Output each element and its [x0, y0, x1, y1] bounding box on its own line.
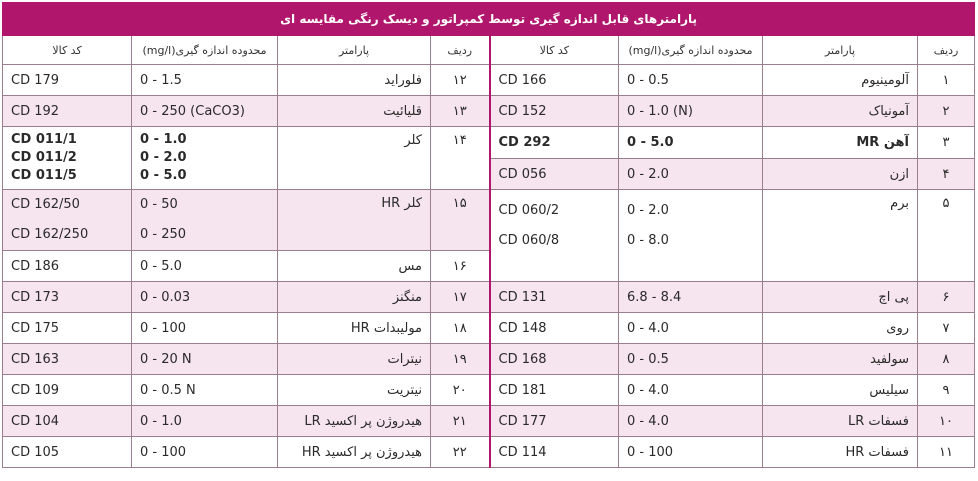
- cell-range: 0 - 5.0: [140, 168, 187, 183]
- cell-code: CD 060/8: [498, 233, 560, 248]
- cell-row-number: ۱۲: [431, 65, 490, 96]
- cell-range: 0 - 0.5: [619, 65, 763, 96]
- cell-row-number: ۱۹: [431, 344, 490, 375]
- cell-row-number: ۳: [918, 127, 975, 159]
- cell-code: CD 056: [490, 159, 619, 190]
- cell-range: 0 - 5.0: [132, 251, 278, 282]
- cell-range: 0 - 0.5 N: [132, 375, 278, 406]
- cell-range: 0 - 1.0: [140, 132, 187, 147]
- cell-code: CD 152: [490, 96, 619, 127]
- cell-row-number: ۲۲: [431, 437, 490, 468]
- cell-code: CD 011/2: [11, 150, 77, 165]
- cell-code: CD 131: [490, 282, 619, 313]
- cell-row-number: ۱۵: [431, 190, 490, 251]
- cell-parameter: مس: [278, 251, 431, 282]
- cell-code: CD 011/5: [11, 168, 77, 183]
- cell-row-number: ۲۰: [431, 375, 490, 406]
- cell-range: 0 - 8.0: [627, 233, 669, 248]
- cell-parameter: آمونیاک: [763, 96, 918, 127]
- cell-row-number: ۹: [918, 375, 975, 406]
- cell-row-number: ۱۰: [918, 406, 975, 437]
- cell-range: 0 - 5.0: [619, 127, 763, 159]
- cell-range: 0 - 1.0 (N): [619, 96, 763, 127]
- cell-range: 6.8 - 8.4: [619, 282, 763, 313]
- cell-code: CD 175: [3, 313, 132, 344]
- cell-range: 0 - 2.0: [627, 203, 669, 218]
- cell-parameter: هیدروژن پر اکسید HR: [278, 437, 431, 468]
- cell-row-number: ۱۸: [431, 313, 490, 344]
- cell-range-group: [132, 190, 278, 251]
- header-parameter-right: پارامتر: [763, 36, 918, 65]
- cell-row-number: ۴: [918, 159, 975, 190]
- cell-code: CD 181: [490, 375, 619, 406]
- cell-range: 0 - 2.0: [140, 150, 187, 165]
- cell-code: CD 105: [3, 437, 132, 468]
- cell-code-group: [3, 190, 132, 251]
- cell-parameter: سولفید: [763, 344, 918, 375]
- cell-code: CD 162/50: [11, 197, 80, 212]
- cell-parameter: آلومینیوم: [763, 65, 918, 96]
- cell-code: CD 192: [3, 96, 132, 127]
- parameters-table-container: [2, 2, 976, 477]
- cell-parameter: سیلیس: [763, 375, 918, 406]
- header-parameter-left: پارامتر: [278, 36, 431, 65]
- cell-parameter: فسفات LR: [763, 406, 918, 437]
- cell-parameter: فسفات HR: [763, 437, 918, 468]
- cell-range: 0 - 0.5: [619, 344, 763, 375]
- cell-range: 0 - 50: [140, 197, 178, 212]
- cell-range: 0 - 100: [132, 437, 278, 468]
- cell-row-number: ۵: [918, 190, 975, 282]
- cell-range: 0 - 100: [619, 437, 763, 468]
- cell-range: 0 - 250 (CaCO3): [132, 96, 278, 127]
- cell-range: 0 - 1.5: [132, 65, 278, 96]
- cell-range: 0 - 250: [140, 227, 187, 242]
- header-row-right: ردیف: [918, 36, 975, 65]
- cell-parameter: آهن MR: [763, 127, 918, 159]
- cell-range: 0 - 1.0: [132, 406, 278, 437]
- cell-row-number: ۲۱: [431, 406, 490, 437]
- cell-parameter: ازن: [763, 159, 918, 190]
- cell-range-group: [619, 190, 763, 282]
- cell-parameter: روی: [763, 313, 918, 344]
- cell-range: 0 - 4.0: [619, 313, 763, 344]
- cell-code: CD 104: [3, 406, 132, 437]
- cell-code: CD 292: [490, 127, 619, 159]
- cell-row-number: ۱۱: [918, 437, 975, 468]
- cell-range: 0 - 100: [132, 313, 278, 344]
- cell-range-group: [132, 127, 278, 190]
- cell-code-group: [3, 127, 132, 190]
- cell-code: CD 177: [490, 406, 619, 437]
- cell-range: 0 - 0.03: [132, 282, 278, 313]
- cell-code: CD 109: [3, 375, 132, 406]
- cell-row-number: ۸: [918, 344, 975, 375]
- cell-code: CD 179: [3, 65, 132, 96]
- cell-range: 0 - 4.0: [619, 375, 763, 406]
- cell-code: CD 148: [490, 313, 619, 344]
- cell-code: CD 060/2: [498, 203, 560, 218]
- cell-parameter: قلیائیت: [278, 96, 431, 127]
- cell-parameter: نیتریت: [278, 375, 431, 406]
- cell-parameter: منگنز: [278, 282, 431, 313]
- cell-row-number: ۷: [918, 313, 975, 344]
- cell-code-group: [490, 190, 619, 282]
- cell-row-number: ۱۶: [431, 251, 490, 282]
- cell-code: CD 168: [490, 344, 619, 375]
- cell-code: CD 114: [490, 437, 619, 468]
- cell-parameter: پی اچ: [763, 282, 918, 313]
- cell-code: CD 011/1: [11, 132, 77, 147]
- cell-row-number: ۱۴: [431, 127, 490, 190]
- cell-parameter: کلر HR: [278, 190, 431, 251]
- cell-row-number: ۶: [918, 282, 975, 313]
- header-range-right: محدوده اندازه گیری(mg/l): [619, 36, 763, 65]
- cell-parameter: هیدروژن پر اکسید LR: [278, 406, 431, 437]
- header-code-right: کد کالا: [490, 36, 619, 65]
- cell-parameter: مولیبدات HR: [278, 313, 431, 344]
- cell-parameter: برم: [763, 190, 918, 282]
- header-row-left: ردیف: [431, 36, 490, 65]
- cell-row-number: ۱۷: [431, 282, 490, 313]
- cell-code: CD 166: [490, 65, 619, 96]
- cell-parameter: کلر: [278, 127, 431, 190]
- cell-parameter: نیترات: [278, 344, 431, 375]
- cell-range: 0 - 4.0: [619, 406, 763, 437]
- cell-code: CD 186: [3, 251, 132, 282]
- cell-range: 0 - 2.0: [619, 159, 763, 190]
- cell-row-number: ۱۳: [431, 96, 490, 127]
- cell-code: CD 162/250: [11, 227, 89, 242]
- cell-code: CD 173: [3, 282, 132, 313]
- table-title: پارامترهای قابل اندازه گیری توسط کمپراتور و دیسک رنگی مقایسه ای: [3, 3, 975, 36]
- header-code-left: کد کالا: [3, 36, 132, 65]
- header-range-left: محدوده اندازه گیری(mg/l): [132, 36, 278, 65]
- parameters-table: [2, 2, 975, 468]
- cell-range: 0 - 20 N: [132, 344, 278, 375]
- cell-row-number: ۲: [918, 96, 975, 127]
- cell-parameter: فلوراید: [278, 65, 431, 96]
- cell-code: CD 163: [3, 344, 132, 375]
- cell-row-number: ۱: [918, 65, 975, 96]
